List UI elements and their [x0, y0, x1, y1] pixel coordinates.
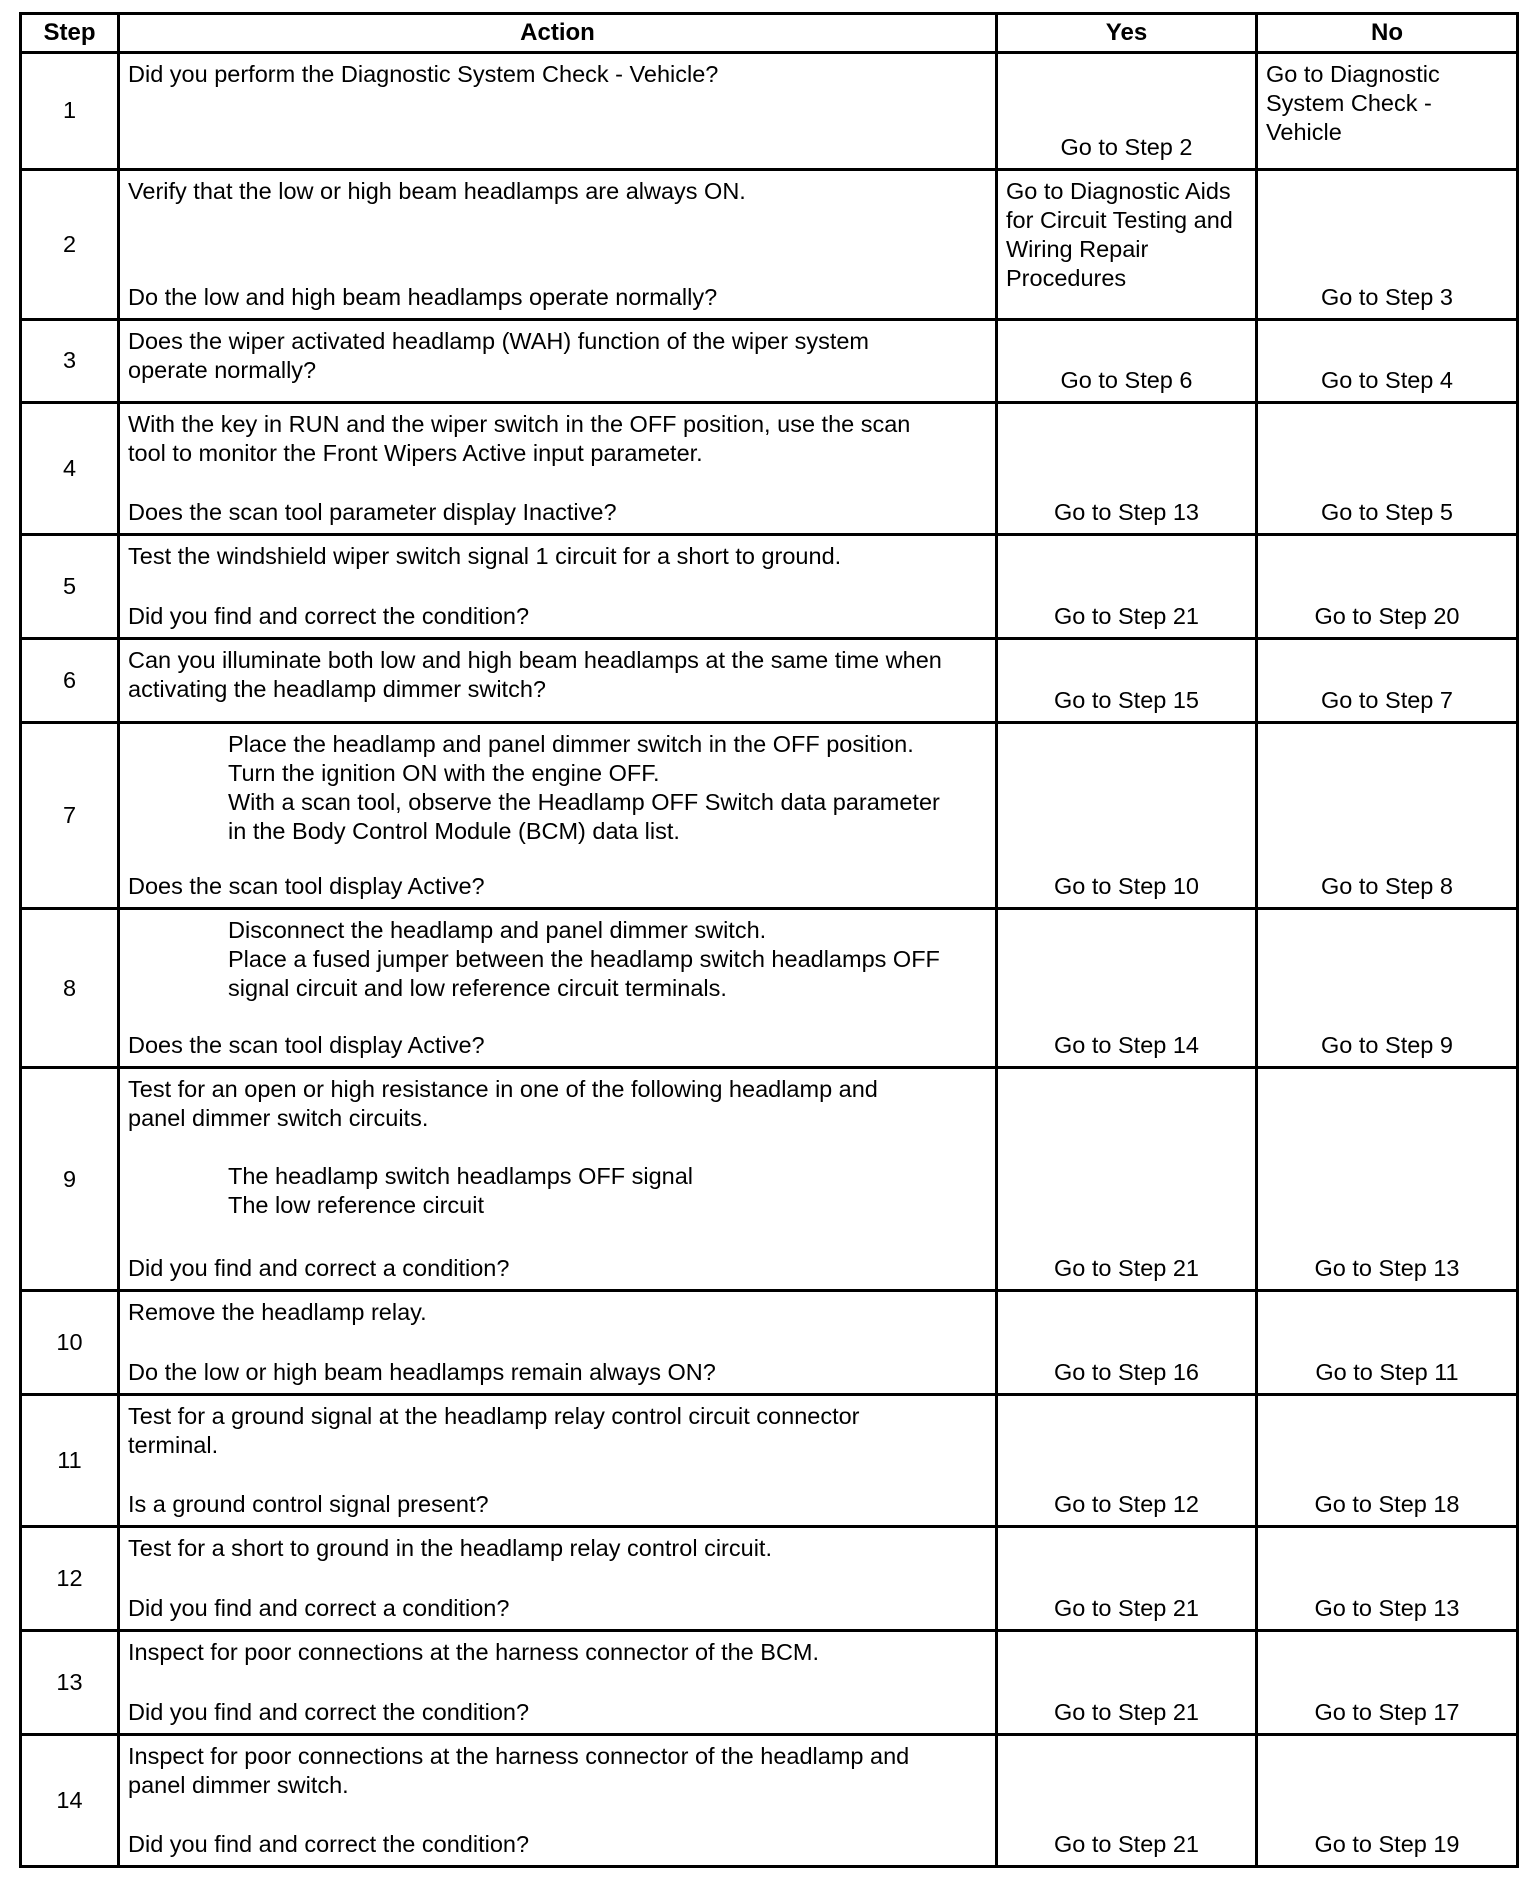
text-line: Place a fused jumper between the headlamp switch headlamps OFF [228, 946, 940, 973]
spacer [1266, 1402, 1508, 1490]
text-line: Did you find and correct the condition? [128, 602, 530, 629]
spacer [128, 1460, 987, 1490]
yes-content [998, 724, 1255, 908]
yes-content [998, 1528, 1255, 1629]
spacer [1006, 327, 1247, 367]
step-number: 12 [21, 1527, 119, 1631]
no-content [1258, 321, 1516, 402]
text-line: The headlamp switch headlamps OFF signal [228, 1163, 693, 1190]
step-number: 6 [21, 638, 119, 722]
yes-content [998, 321, 1255, 402]
text-line: System Check - [1266, 90, 1432, 116]
table-row [21, 1291, 1518, 1395]
action-cell [119, 1291, 997, 1395]
step-number: 10 [21, 1291, 119, 1395]
table-row [21, 169, 1518, 319]
action-content [120, 1632, 995, 1733]
no-content [1258, 1632, 1516, 1733]
text-line: Go to Step 17 [1314, 1699, 1460, 1726]
text-line: Go to Step 15 [1053, 686, 1200, 713]
action-content [120, 1069, 995, 1289]
text-line: Does the scan tool parameter display Inactive? [128, 498, 617, 525]
action-content [120, 536, 995, 637]
table-row [21, 722, 1518, 909]
no-cell [1257, 638, 1518, 722]
text-line: Inspect for poor connections at the harness connector of the headlamp and [128, 1743, 910, 1770]
spacer [128, 1667, 987, 1698]
text-line: Test the windshield wiper switch signal 1 circuit for a short to ground. [128, 542, 842, 569]
text-line: Go to Step 2 [1060, 133, 1193, 160]
text-line: Go to Step 19 [1314, 1831, 1460, 1857]
spacer [1266, 542, 1508, 602]
text-line: operate normally? [128, 356, 317, 383]
text-line: Test for a ground signal at the headlamp relay control circuit connector [128, 1403, 860, 1430]
text-line: Test for a short to ground in the headlamp relay control circuit. [128, 1535, 772, 1562]
spacer [1006, 410, 1247, 498]
spacer [128, 571, 987, 602]
spacer [1006, 646, 1247, 686]
table-row [21, 534, 1518, 638]
header-no: No [1257, 14, 1518, 53]
text-line: The low reference circuit [228, 1192, 484, 1219]
action-content [120, 910, 995, 1066]
text-line: Go to Step 21 [1053, 1255, 1200, 1282]
spacer [1006, 916, 1247, 1031]
header-row [21, 14, 1518, 53]
step-number: 8 [21, 909, 119, 1068]
no-cell [1257, 1527, 1518, 1631]
no-cell [1257, 319, 1518, 403]
diagnostic-table [19, 12, 1519, 1868]
action-cell [119, 1631, 997, 1735]
action-content [120, 1292, 995, 1393]
text-line: Did you find and correct the condition? [128, 1831, 530, 1857]
yes-cell [997, 534, 1257, 638]
text-line: Go to Step 7 [1321, 686, 1453, 713]
yes-cell [997, 1527, 1257, 1631]
no-cell [1257, 1735, 1518, 1867]
spacer [128, 1800, 987, 1830]
table-row [21, 638, 1518, 722]
text-line: Does the scan tool display Active? [128, 1032, 485, 1059]
no-content [1258, 404, 1516, 533]
spacer [1006, 60, 1247, 133]
no-cell [1257, 53, 1518, 170]
spacer [128, 1563, 987, 1594]
action-content [120, 1396, 995, 1525]
text-line: Go to Step 14 [1053, 1032, 1200, 1059]
text-line: Disconnect the headlamp and panel dimmer switch. [228, 917, 767, 944]
text-line: panel dimmer switch circuits. [128, 1105, 429, 1132]
no-cell [1257, 534, 1518, 638]
table-row [21, 1068, 1518, 1291]
spacer [1266, 1534, 1508, 1594]
no-content [1258, 171, 1516, 318]
text-line: Go to Step 13 [1314, 1595, 1460, 1622]
no-cell [1257, 909, 1518, 1068]
yes-content [998, 640, 1255, 721]
action-content [120, 1736, 995, 1865]
spacer [1006, 1402, 1247, 1490]
no-content [1258, 724, 1516, 908]
yes-cell [997, 1735, 1257, 1867]
table-row [21, 1631, 1518, 1735]
no-content [1258, 1736, 1516, 1865]
no-content [1258, 1069, 1516, 1289]
text-line: tool to monitor the Front Wipers Active input parameter. [128, 440, 703, 467]
table-row [21, 1735, 1518, 1867]
text-line: panel dimmer switch. [128, 1772, 349, 1799]
text-line: Is a ground control signal present? [128, 1491, 489, 1518]
action-content [120, 724, 995, 908]
text-line: Test for an open or high resistance in one of the following headlamp and [128, 1076, 878, 1103]
text-line: Go to Step 3 [1321, 283, 1453, 310]
no-content [1258, 910, 1516, 1066]
spacer [1266, 1638, 1508, 1698]
spacer [1006, 542, 1247, 602]
text-line: Go to Step 21 [1053, 1831, 1200, 1857]
yes-content [998, 1632, 1255, 1733]
text-line: Did you perform the Diagnostic System Check - Vehicle? [128, 61, 719, 87]
yes-cell [997, 169, 1257, 319]
text-line: terminal. [128, 1432, 219, 1459]
yes-content [998, 171, 1255, 318]
yes-cell [997, 403, 1257, 535]
yes-content [998, 1396, 1255, 1525]
action-cell [119, 638, 997, 722]
text-line: Go to Step 11 [1315, 1359, 1459, 1386]
text-line: Wiring Repair [1006, 235, 1149, 262]
action-cell [119, 1527, 997, 1631]
text-line: Go to Step 8 [1321, 873, 1453, 900]
text-line: Remove the headlamp relay. [128, 1299, 427, 1326]
text-line: Did you find and correct a condition? [128, 1255, 510, 1282]
spacer [128, 206, 987, 283]
text-line: Go to Step 10 [1053, 873, 1200, 900]
spacer [1266, 177, 1508, 283]
spacer [1006, 1298, 1247, 1358]
text-line: Did you find and correct the condition? [128, 1699, 530, 1726]
action-cell [119, 169, 997, 319]
spacer [128, 846, 987, 873]
spacer [128, 1327, 987, 1358]
step-number: 2 [21, 169, 119, 319]
spacer [1266, 1075, 1508, 1254]
no-content [1258, 1396, 1516, 1525]
text-line: Verify that the low or high beam headlamps are always ON. [128, 177, 746, 204]
action-content [120, 54, 995, 168]
text-line: Go to Step 18 [1314, 1491, 1460, 1518]
no-content [1258, 1528, 1516, 1629]
step-number: 4 [21, 403, 119, 535]
text-line: Go to Step 20 [1314, 602, 1460, 629]
yes-content [998, 54, 1255, 168]
yes-cell [997, 1395, 1257, 1527]
yes-cell [997, 319, 1257, 403]
text-line: Go to Step 9 [1321, 1032, 1453, 1059]
text-line: With a scan tool, observe the Headlamp OFF Switch data parameter [228, 788, 940, 815]
spacer [1006, 1742, 1247, 1830]
action-cell [119, 319, 997, 403]
no-cell [1257, 1395, 1518, 1527]
spacer [1266, 410, 1508, 498]
spacer [128, 1003, 987, 1031]
header-action: Action [119, 14, 997, 53]
yes-cell [997, 53, 1257, 170]
spacer [1266, 646, 1508, 686]
table-row [21, 53, 1518, 170]
text-line: With the key in RUN and the wiper switch in the OFF position, use the scan [128, 411, 911, 438]
text-line: Does the scan tool display Active? [128, 873, 485, 900]
text-line: for Circuit Testing and [1006, 206, 1233, 233]
no-content [1258, 1292, 1516, 1393]
step-number: 7 [21, 722, 119, 909]
text-line: activating the headlamp dimmer switch? [128, 675, 546, 702]
action-cell [119, 1395, 997, 1527]
text-line: Go to Step 21 [1053, 1595, 1200, 1622]
spacer [1266, 327, 1508, 367]
action-cell [119, 53, 997, 170]
step-number: 13 [21, 1631, 119, 1735]
no-cell [1257, 1631, 1518, 1735]
spacer [1006, 1534, 1247, 1594]
text-line: Go to Step 12 [1053, 1491, 1200, 1518]
table-row [21, 1527, 1518, 1631]
no-content [1258, 54, 1516, 168]
spacer [1266, 1298, 1508, 1358]
action-cell [119, 534, 997, 638]
spacer [1266, 730, 1508, 873]
text-line: Go to Diagnostic Aids [1006, 177, 1231, 204]
no-cell [1257, 169, 1518, 319]
text-line: Go to Step 5 [1321, 498, 1453, 525]
spacer [1006, 1075, 1247, 1254]
action-cell [119, 1735, 997, 1867]
text-line: Go to Step 21 [1053, 602, 1200, 629]
yes-content [998, 1069, 1255, 1289]
action-cell [119, 1068, 997, 1291]
text-line: Go to Step 6 [1060, 367, 1193, 394]
step-number: 14 [21, 1735, 119, 1867]
header-step: Step [21, 14, 119, 53]
no-content [1258, 536, 1516, 637]
action-content [120, 640, 995, 721]
action-content [120, 404, 995, 533]
spacer [1266, 916, 1508, 1031]
text-line: Go to Step 21 [1053, 1699, 1200, 1726]
text-line: Inspect for poor connections at the harness connector of the BCM. [128, 1639, 820, 1666]
text-line: Can you illuminate both low and high beam headlamps at the same time when [128, 646, 942, 673]
table-row [21, 1395, 1518, 1527]
text-line: Go to Step 13 [1053, 498, 1200, 525]
action-content [120, 171, 995, 318]
spacer [128, 468, 987, 498]
step-number: 3 [21, 319, 119, 403]
text-line: Go to Step 13 [1314, 1255, 1460, 1282]
no-cell [1257, 403, 1518, 535]
table-row [21, 403, 1518, 535]
no-cell [1257, 722, 1518, 909]
text-line: Turn the ignition ON with the engine OFF. [228, 759, 660, 786]
yes-content [998, 404, 1255, 533]
spacer [128, 1220, 987, 1254]
yes-cell [997, 638, 1257, 722]
text-line: signal circuit and low reference circuit terminals. [228, 975, 727, 1002]
yes-cell [997, 1068, 1257, 1291]
spacer [1006, 1638, 1247, 1698]
text-line: Go to Diagnostic [1266, 61, 1440, 87]
text-line: Did you find and correct a condition? [128, 1595, 510, 1622]
yes-cell [997, 722, 1257, 909]
text-line: Go to Step 16 [1053, 1359, 1200, 1386]
header-yes: Yes [997, 14, 1257, 53]
text-line: in the Body Control Module (BCM) data list. [228, 817, 680, 844]
yes-cell [997, 1291, 1257, 1395]
step-number: 1 [21, 53, 119, 170]
action-content [120, 321, 995, 402]
text-line: Place the headlamp and panel dimmer switch in the OFF position. [228, 730, 914, 757]
step-number: 9 [21, 1068, 119, 1291]
table-row [21, 909, 1518, 1068]
yes-cell [997, 909, 1257, 1068]
step-number: 11 [21, 1395, 119, 1527]
table-row [21, 319, 1518, 403]
step-number: 5 [21, 534, 119, 638]
text-line: Vehicle [1266, 119, 1342, 145]
action-cell [119, 722, 997, 909]
yes-content [998, 536, 1255, 637]
action-content [120, 1528, 995, 1629]
no-cell [1257, 1291, 1518, 1395]
text-line: Procedures [1006, 264, 1127, 291]
blank-line [128, 1133, 987, 1162]
action-cell [119, 909, 997, 1068]
no-content [1258, 640, 1516, 721]
yes-content [998, 1292, 1255, 1393]
spacer [1266, 1742, 1508, 1830]
text-line: Go to Step 4 [1321, 367, 1453, 394]
no-cell [1257, 1068, 1518, 1291]
yes-content [998, 1736, 1255, 1865]
spacer [1006, 730, 1247, 873]
yes-cell [997, 1631, 1257, 1735]
text-line: Do the low and high beam headlamps operate normally? [128, 283, 718, 310]
text-line: Does the wiper activated headlamp (WAH) function of the wiper system [128, 327, 870, 354]
action-cell [119, 403, 997, 535]
text-line: Do the low or high beam headlamps remain always ON? [128, 1359, 716, 1386]
yes-content [998, 910, 1255, 1066]
